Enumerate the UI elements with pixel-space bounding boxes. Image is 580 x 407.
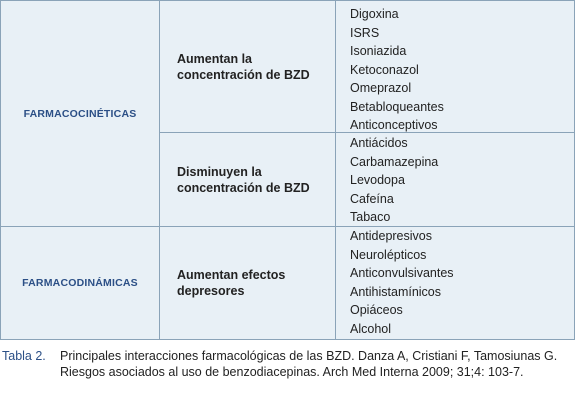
drug-list-increase — [350, 5, 444, 135]
drug-item: Cafeína — [350, 191, 394, 206]
drug-item: Antihistamínicos — [350, 284, 442, 299]
category-pharmacokinetic — [1, 1, 159, 226]
effect-decrease-concentration — [177, 133, 335, 226]
drug-item: Omeprazol — [350, 81, 412, 95]
drug-item: Antidepresivos — [350, 229, 432, 243]
effect-line: Aumentan la — [177, 51, 253, 66]
category-label: FARMACODINÁMICAS — [22, 277, 138, 289]
column-divider — [335, 1, 336, 339]
drug-item: Antiácidos — [350, 136, 408, 150]
column-divider — [159, 1, 160, 339]
drug-item: Ketoconazol — [350, 62, 419, 77]
effect-line: concentración de BZD — [177, 180, 310, 195]
drug-item: Isoniazida — [350, 44, 407, 58]
drug-item: Levodopa — [350, 173, 405, 187]
drug-item: Alcohol — [350, 321, 391, 336]
drug-item: Anticonceptivos — [350, 118, 438, 132]
drug-item: Opiáceos — [350, 303, 403, 317]
caption-text: Principales interacciones farmacológicas de las BZD. Danza A, Cristiani F, Tamosiunas G. Riesgos asociados al uso de benzodiacepinas. Arch Med Interna 2009; 31;4: 103-7. — [60, 349, 558, 379]
effect-line: concentración de BZD — [177, 67, 310, 82]
drug-item: Betabloqueantes — [350, 99, 444, 114]
drug-item: Neurolépticos — [350, 247, 427, 262]
effect-line: Disminuyen la — [177, 164, 262, 179]
category-label: FARMACOCINÉTICAS — [23, 107, 137, 120]
drug-item: Tabaco — [350, 210, 391, 224]
drug-list-decrease — [350, 134, 438, 227]
drug-item: Carbamazepina — [350, 154, 439, 169]
drug-list-depressant — [350, 227, 454, 338]
drug-item: Anticonvulsivantes — [350, 266, 454, 280]
drug-item: ISRS — [350, 25, 380, 40]
drug-item: Digoxina — [350, 7, 399, 21]
effect-increase-concentration — [177, 1, 335, 132]
category-pharmacodynamic — [1, 227, 159, 339]
effect-increase-depressant — [177, 227, 335, 339]
caption-label: Tabla 2. — [2, 349, 46, 363]
effect-line: depresores — [177, 284, 245, 298]
effect-line: Aumentan efectos — [177, 268, 286, 282]
